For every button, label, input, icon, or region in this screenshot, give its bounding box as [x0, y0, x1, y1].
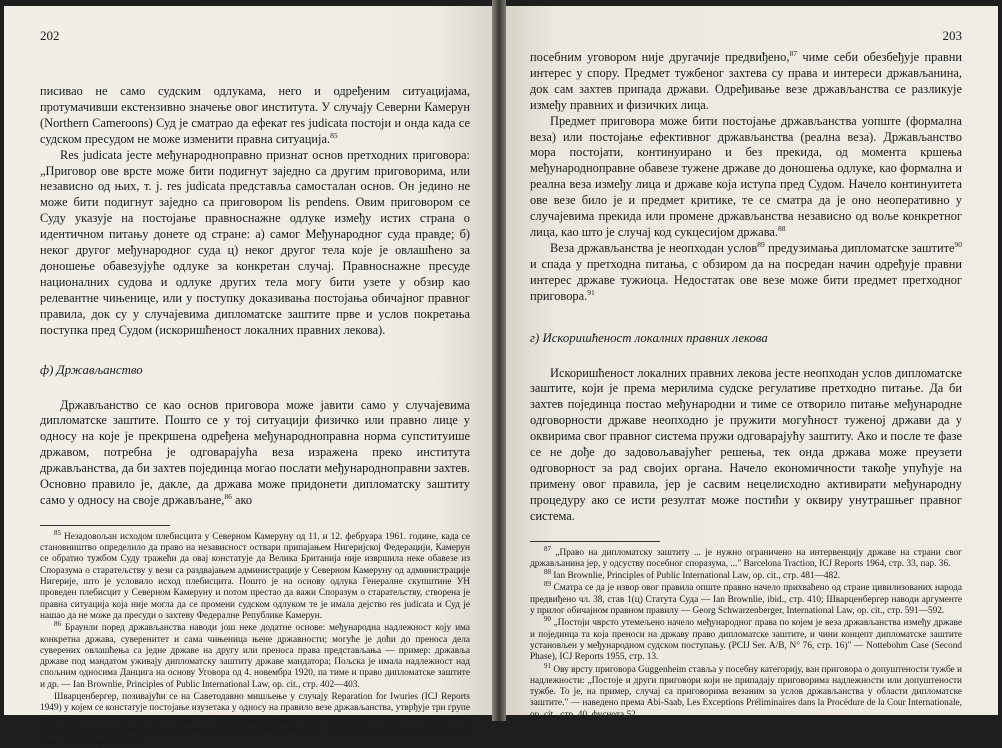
footnote-ref: 86 [224, 491, 232, 501]
paragraph: Држављанство се као основ приговора може јавити само у случајевима дипломатске заштите. Пошто се у тој ситуацији физичко или правно лице у односу на које је прекршена одређена међународноправна норма супституише државом, потребна је одговарајућа веза изражена преко института држављанства, да би захтев појединца могао послати међународноправни захтев. Основно правило је, дакле, да држава може придонети дипломатску заштиту само у односу на своје држављане,$^{86}$ ако [40, 397, 470, 507]
left-body [40, 84, 470, 339]
page-number: 203 [942, 28, 962, 43]
footnote: $^{90}$ „Постоји чврсто утемељено начело међународног права по којем је веза држављанства између државе и појединца та која преноси на државу право дипломатске заштите, и чини концепт дипломатске заштите установљен у међународном судском поступању. (PCIJ Ser. A/B, N° 76, стр. 16)" — Nottebohm Case (Second Phase), ICJ Reports 1955, стр. 13. [530, 615, 963, 663]
paragraph: писиваo не само судским одлукама, него и одређеним ситуацијама, протумачивши екстензивно значење овог института. У случају Северни Камерун (Northern Cameroons) Суд је сматрао да ефекат res judicata постоји и онда када се судском пресудом не може изменити правна ситуација.$^{85}$ [40, 84, 470, 146]
footnotes [530, 544, 963, 721]
section-heading: ф) Држављанство [40, 362, 143, 377]
footnote-ref: 88 [777, 223, 786, 233]
footnote: $^{87}$ „Право на дипломатску заштиту ... је нужно ограничено на интервенцију државе на страни свог држављанина јер, у одсуству посебног споразума, ..." Barcelona Traction, ICJ Reports 1964, стр. 33, пар. 36. [530, 544, 962, 569]
paragraph: Искоришћеност локалних правних лекова јесте неопходан услов дипломатске заштите, који је према мерилима судске регулативе претходно питање. Да би захтев појединца постао међународни и тиме се отворило питање међународне одговорности државе неопходно је пружити могућност туженој држави да у оквирима свог правног система пружи одговарајућу заштиту. Ако и после те фазе се не дође до задовољавајућег решења, тек онда држава може преузети одговорност за рад својих органа. Начело економичности такође упућује на примену овог правила, јер је сасвим нецелисходно активирати међународну процедуру ако се исти резултат може постићи у оквиру унутрашњег правног система. [530, 365, 962, 523]
footnote-ref: 85 [330, 130, 338, 140]
footnote: $^{88}$ Ian Brownlie, Principles of Public International Law, op. cit., стр. 481—482. [544, 568, 841, 582]
paragraph: Res judicata јесте међународноправно признат основ претходних приговора: „Приговор ове врсте може бити подигнут заједно са другим приговорима, или независно од њих, т. ј. res judicata представља самосталан основ. Он једино не може бити подигнут заједно са приговором lis pendens. Овим приговором се Суду указује на постојање правноснажне одлуке између истих страна о идентичном питању донете од стране: а) самог Међународног суда правде; б) неког другог међународног суда ц) неког другог тела које је овлашћено за доношење обавезујуће одлуке за конкретан случај. Правноснажне пресуде националних судова и одлуке других тела могу бити узете у обзир као релевантне чињенице, или у поступку доказивања постојања обичајног правног правила, док су у случајевима дипломатске заштите прве и услов покретања поступка пред Судом (искоришћеност локалних правних лекова). [40, 147, 470, 337]
footnote-divider [40, 525, 170, 526]
paragraph: посебним уговором није другачије предвиђено,$^{87}$ чиме себи обезбеђује правни интерес у спору. Предмет тужбеног захтева су права и интереси држављанина, док сам захтев припада држави. Одређивање везе држављанства се разликује између правних и физичких лица. [530, 48, 962, 112]
footnote: $^{85}$ Незадовољан исходом плебисцита у Северном Камеруну од 11. и 12. фебруара 1961. године, када се становништво определило да право на независност оствари припајањем Нигеријској Федерацији, Камерун се обратио тужбом Суду тражећи да овај констатује да Велика Британија није извршила неке обавезе из Споразума о старатељству у вези са раздвајањем администрације у Северном Камеруну од администрације Нигерије, што је условило исход плебисцита. Пошто је на основу одлука Генералне скупштине УН проведен плебисцит у Северном Камеруну и потом престао да важи Споразум о старатељству, створена је правна ситуација која није могла да се промени судском одлуком те је имала дејство res judicata и Суд је нашао да не може да пресуди о захтеву Федералне Републике Камерун. [40, 528, 470, 621]
paragraph: Веза држављанства је неопходан услов$^{89}$ предузимања дипломатске заштите$^{90}$ и спада у претходна питања, с обзиром да на посредан начин одређује правни интерес државе тужиоца. Недостатак ове везе може бити предмет претходног приговора.$^{91}$ [530, 239, 962, 303]
left-page [4, 6, 492, 748]
right-body-2 [530, 366, 962, 525]
right-body [530, 50, 962, 305]
footnote: $^{91}$ Ову врсту приговора Guggenheim ставља у посебну категорију, ван приговора о допуштености тужбе и надлежности: „Постоје и други приговори који не припадају приговорима надлежности или допуштености тужбе. То је, на пример, случај са приговорима везаним за услов држављанства у области дипломатске заштите." — наведено према Abi-Saab, Les Exceptions Préliminaires dans la Procédure de la Cour Internationale, op. cit., стр. 40, фуснота 52. [530, 661, 962, 720]
footnote: $^{86}$ Браунли поред држављанства наводи још неке додатне основе: међународна надлежност коју има конкретна држава, суверенитет и сама чињеница њене државности; могуће је доћи до преноса дела суверених овлашћења са једне државе на другу или преноса права представљања — пример: државља државе под мандатом уживају дипломатску заштиту државе мандатора; Пољска је имала надлежност над спољним односима Данцига на основу Уговора од 4. новембра 1920, па тиме и право дипломатске заштите и др. — Ian Brownlie, Principles of Public International Law, op. cit., стр. 402—403. [40, 620, 471, 690]
footnote: Шварценбергер, позивајући се на Саветодавно мишљење у случају Reparation for Iwuries (ICJ Reports 1949) у којем се констатује постојање изузетака у односу на правило везе држављанства, утврђује три групе изузетака: 1) Посебно заштићена лица, 2) Припадници оружаних снага и бродских посада, 3) Правило везе држављанства може бити измењено или укинуто посебним уговором — Georg Schwarzenberger, Internatonal Law, op. cit., стр. 592—596. [40, 692, 470, 748]
paragraph: Предмет приговора може бити постојање држављанства уопште (формална веза) или постојање ефективног држављанства (реална веза). Држављанство мора постојати, континуирано и без прекида, од момента кршења међународноправне обавезе тужене државе до доношења одлуке, као формална и реална веза између лица и државе која иступа пред Судом. Начело континуитета ове везе било је и предмет критике, те се сматра да је оно неоперативно у случајевима прекида или промене држављанства независно од воље конкретног лица, као што је случај код сукцесијом држава.$^{88}$ [530, 113, 962, 239]
footnote: $^{89}$ Сматра се да је извор овог правила опште правно начело прихваћено од стране цивилизованих народа предвиђено чл. 38, став 1(ц) Статута Суда — Ian Brownlie, ibid., стр. 410; Шварценбергер наводи аргументе у прилог обичајном правном правилу — Georg Schwarzenberger, International Law, op. cit., стр. 591—592. [530, 580, 962, 617]
right-page [506, 6, 998, 720]
footnote-ref: 87 [789, 48, 797, 58]
footnotes [40, 528, 471, 748]
section-heading: г) Искоришћеност локалних правних лекова [530, 330, 768, 345]
book-gutter [492, 0, 506, 721]
footnote-divider [530, 541, 660, 542]
page-number: 202 [40, 28, 60, 43]
left-body-2 [40, 398, 470, 509]
